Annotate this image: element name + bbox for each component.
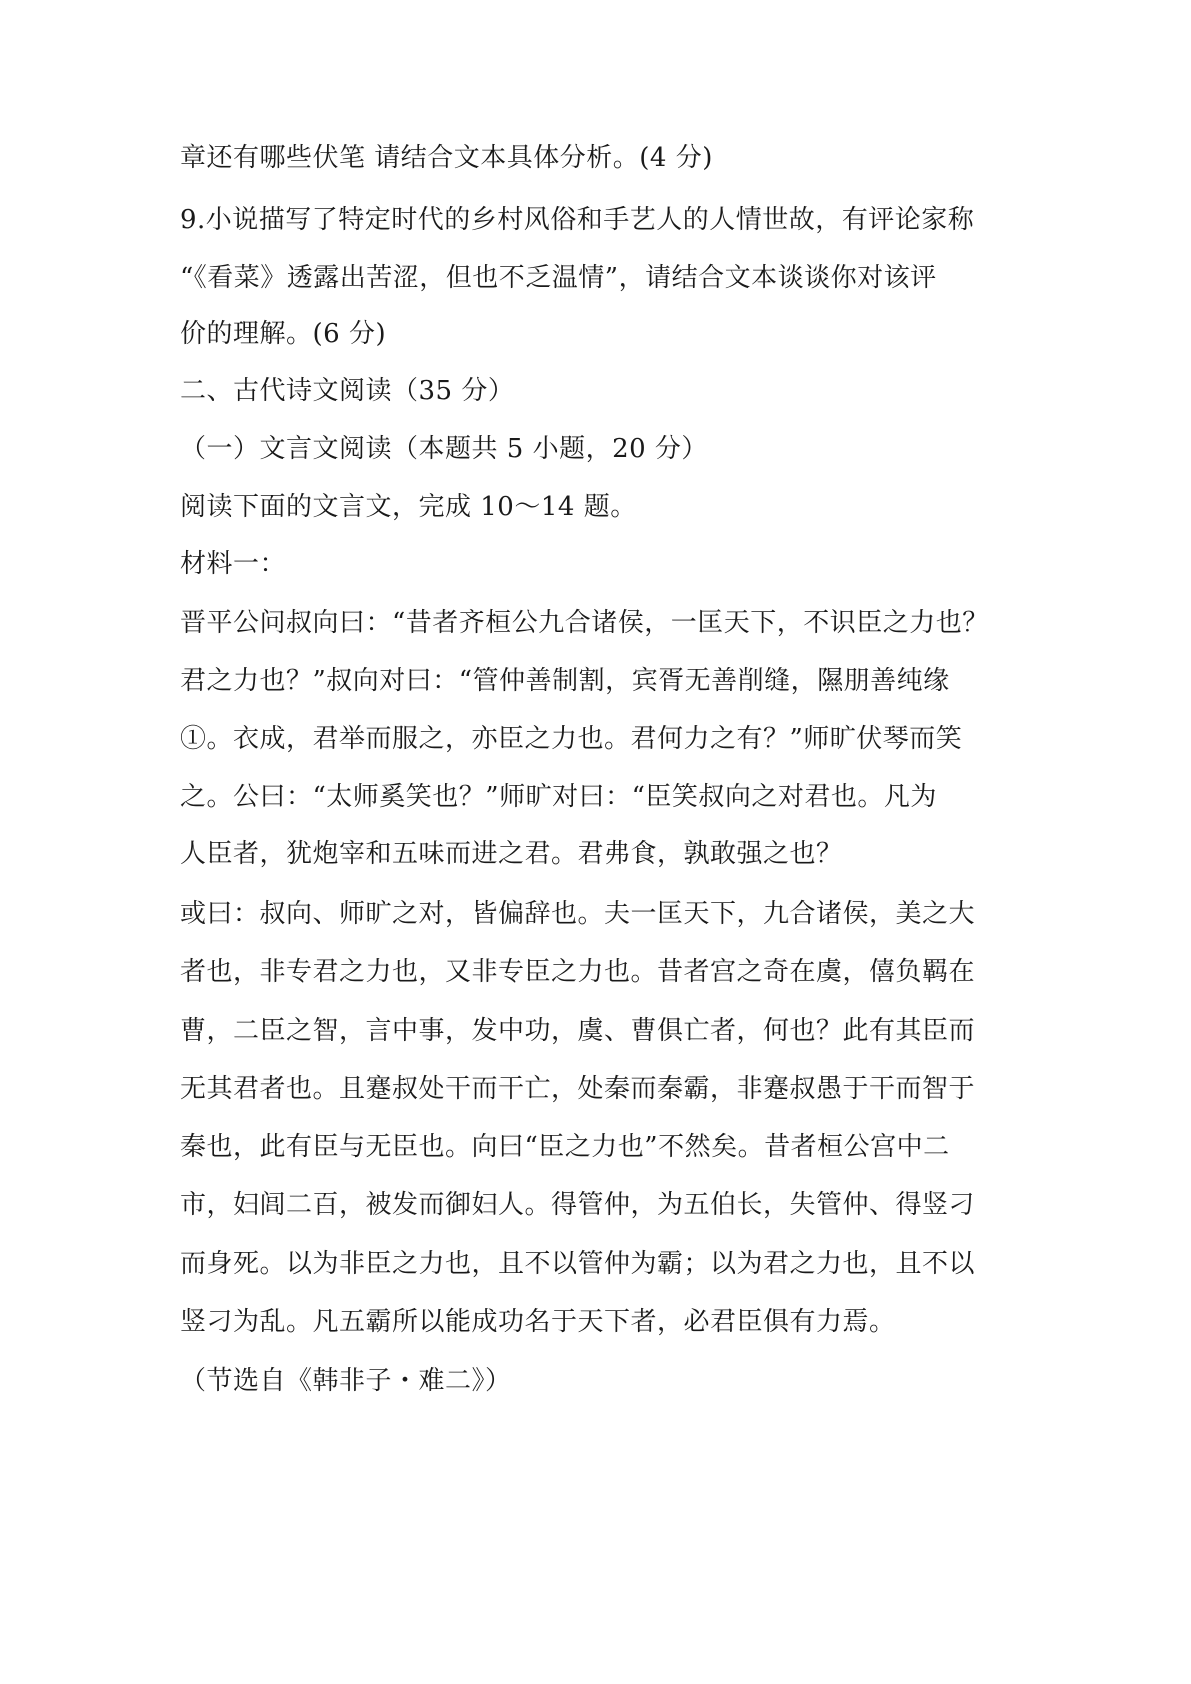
passage-line: 君之力也？”叔向对曰：“管仲善制割，宾胥无善削缝，隰朋善纯缘 <box>180 666 950 696</box>
passage-line: 而身死。以为非臣之力也，且不以管仲为霸；以为君之力也，且不以 <box>180 1249 976 1279</box>
source-citation: （节选自《韩非子・难二》） <box>180 1366 512 1396</box>
passage-line: 晋平公问叔向曰：“昔者齐桓公九合诸侯，一匡天下，不识臣之力也？ <box>180 608 989 638</box>
passage-line: 市，妇闾二百，被发而御妇人。得管仲，为五伯长，失管仲、得竖刁 <box>180 1190 976 1220</box>
passage-line: 之。公曰：“太师奚笑也？”师旷对曰：“臣笑叔向之对君也。凡为 <box>180 782 937 812</box>
text-line: 价的理解。(6 分) <box>180 319 387 349</box>
subsection-heading: （一）文言文阅读（本题共 5 小题，20 分） <box>180 434 708 464</box>
material-label: 材料一： <box>180 549 287 579</box>
passage-line: ①。衣成，君举而服之，亦臣之力也。君何力之有？”师旷伏琴而笑 <box>180 724 963 754</box>
passage-line: 竖刁为乱。凡五霸所以能成功名于天下者，必君臣俱有力焉。 <box>180 1307 896 1337</box>
passage-line: 人臣者，犹炮宰和五味而进之君。君弗食，孰敢强之也？ <box>180 839 843 869</box>
passage-line: 或曰：叔向、师旷之对，皆偏辞也。夫一匡天下，九合诸侯，美之大 <box>180 899 976 929</box>
passage-line: 者也，非专君之力也，又非专臣之力也。昔者宫之奇在虞，僖负羁在 <box>180 957 976 987</box>
passage-line: 无其君者也。且蹇叔处干而干亡，处秦而秦霸，非蹇叔愚于干而智于 <box>180 1074 976 1104</box>
passage-line: 曹，二臣之智，言中事，发中功，虞、曹俱亡者，何也？此有其臣而 <box>180 1016 976 1046</box>
question-9-line: 9.小说描写了特定时代的乡村风俗和手艺人的人情世故，有评论家称 <box>180 205 975 235</box>
passage-line: 秦也，此有臣与无臣也。向曰“臣之力也”不然矣。昔者桓公宫中二 <box>180 1132 950 1162</box>
instruction-line: 阅读下面的文言文，完成 10～14 题。 <box>180 492 637 522</box>
text-line: “《看菜》透露出苦涩，但也不乏温情”，请结合文本谈谈你对该评 <box>180 263 937 293</box>
section-heading: 二、古代诗文阅读（35 分） <box>180 376 515 406</box>
text-line: 章还有哪些伏笔 请结合文本具体分析。(4 分) <box>180 143 713 173</box>
